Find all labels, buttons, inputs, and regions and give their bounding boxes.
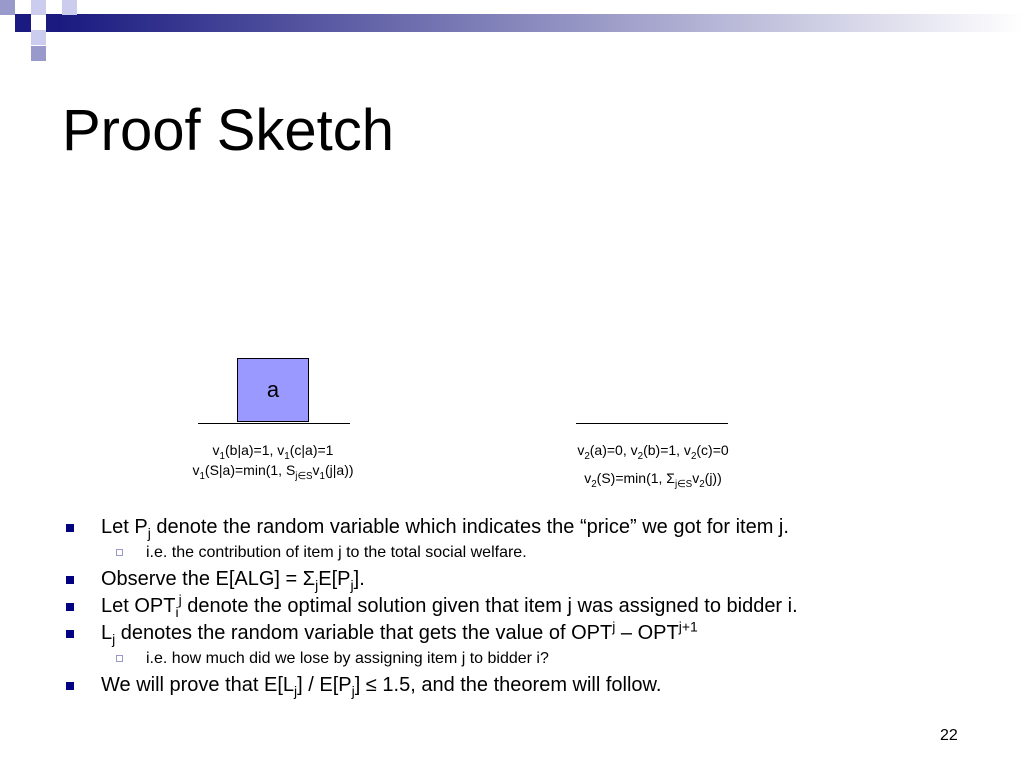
subbullet-loss-explanation: i.e. how much did we lose by assigning item j to bidder i? — [64, 647, 1004, 670]
bullet-loss-variable: $L_j$ denotes the random variable that gets the value of $OPT^j - OPT^{j+1}$ — [64, 620, 1004, 646]
bullet-proof-goal: We will prove that $E[L_j] / E[P_j] \le 1.5$, and the theorem will follow. — [64, 672, 1004, 698]
bullet-opt-definition: Let $OPT_i^j$ denote the optimal solution given that item j was assigned to bidder i. — [64, 593, 1004, 619]
bullet-expected-alg: Observe the $E[ALG] = \Sigma_jE[P_j]$. — [64, 566, 1004, 592]
slide-title: Proof Sketch — [62, 98, 395, 163]
bullet-price-variable: Let $P_j$ denote the random variable which indicates the “price” we got for item j. — [64, 514, 1004, 540]
bidder2-valuation: $v_2(a)=0$, $v_2(b)=1$, $v_2(c)=0$ $v_2(S)=\min(1$, $\Sigma_{j\in S}v_2(j)$) — [577, 442, 729, 490]
page-number: 22 — [940, 727, 958, 744]
bidder2-baseline — [576, 423, 728, 424]
bullet-list — [64, 514, 1004, 699]
subbullet-contribution: i.e. the contribution of item j to the total social welfare. — [64, 541, 1004, 564]
corner-decoration — [0, 0, 1024, 62]
bidder1-valuation: $v_1(b|a)=1$, $v_1(c|a)=1$ $v_1(S|a)=\min(1$, $S_{j\in S}v_1(j|a)$) — [192, 442, 354, 482]
bidder1-baseline — [198, 423, 350, 424]
item-box-a: a — [237, 358, 309, 422]
